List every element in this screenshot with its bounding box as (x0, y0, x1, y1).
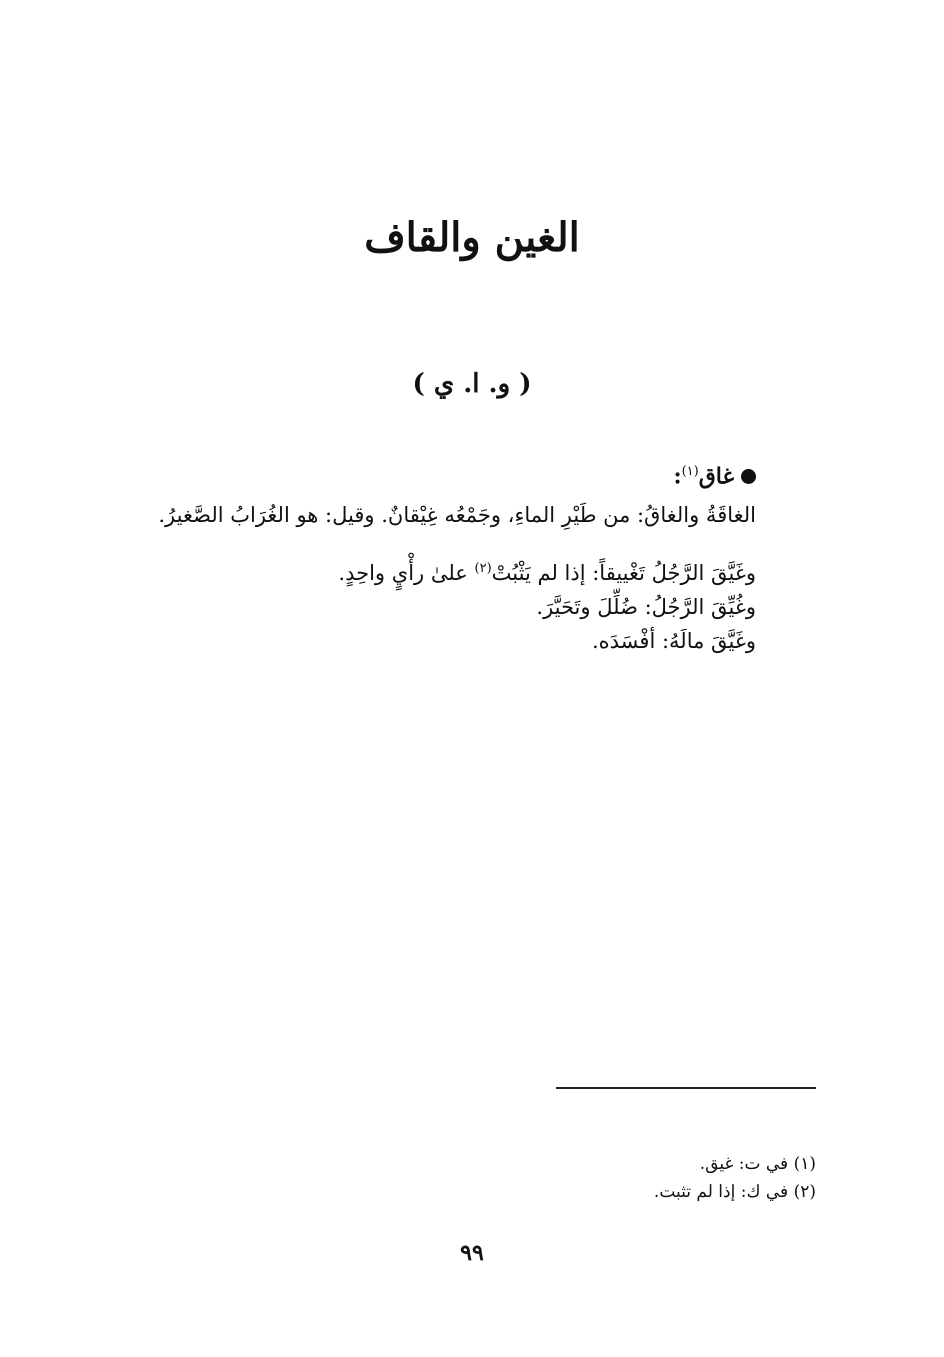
page-number: ٩٩ (460, 1240, 484, 1266)
root-heading: ( و. ا. ي ) (412, 369, 532, 399)
footnote-ref-2: (٢) (474, 561, 492, 577)
entry-line-3: وغُيِّقَ الرَّجُلُ: ضُلِّلَ وتَحَيَّرَ. (536, 595, 756, 620)
footnote-ref-1: (١) (681, 464, 699, 479)
headword-colon: : (673, 463, 682, 490)
entry-line-2-suffix: علىٰ رأْيٍ واحِدٍ. (338, 561, 468, 586)
headword-line (116, 454, 756, 494)
footnote-2: (٢) في ك: إذا لم تثبت. (653, 1182, 816, 1202)
dictionary-entry (116, 454, 756, 658)
footnote-divider (556, 1087, 816, 1089)
entry-line-1: الغاقَةُ والغاقُ: من طَيْرِ الماءِ، وجَمْعُه غِيْقانٌ. وقيل: هو الغُرَابُ الصَّغيرُ. (158, 503, 756, 528)
entry-line-2 (116, 552, 756, 590)
entry-line-4: وغَيَّقَ مالَهُ: أفْسَدَه. (591, 629, 756, 654)
section-title: الغين والقاف (364, 214, 580, 261)
footnote-1: (١) في ت: غيق. (699, 1154, 816, 1174)
entry-line-2-text: وغَيَّقَ الرَّجُلُ تَغْييقاً: إذا لم يَثْبُتْ (491, 561, 756, 586)
bullet-icon (741, 469, 756, 484)
footnotes (516, 1150, 816, 1206)
headword: غاق (698, 463, 734, 490)
